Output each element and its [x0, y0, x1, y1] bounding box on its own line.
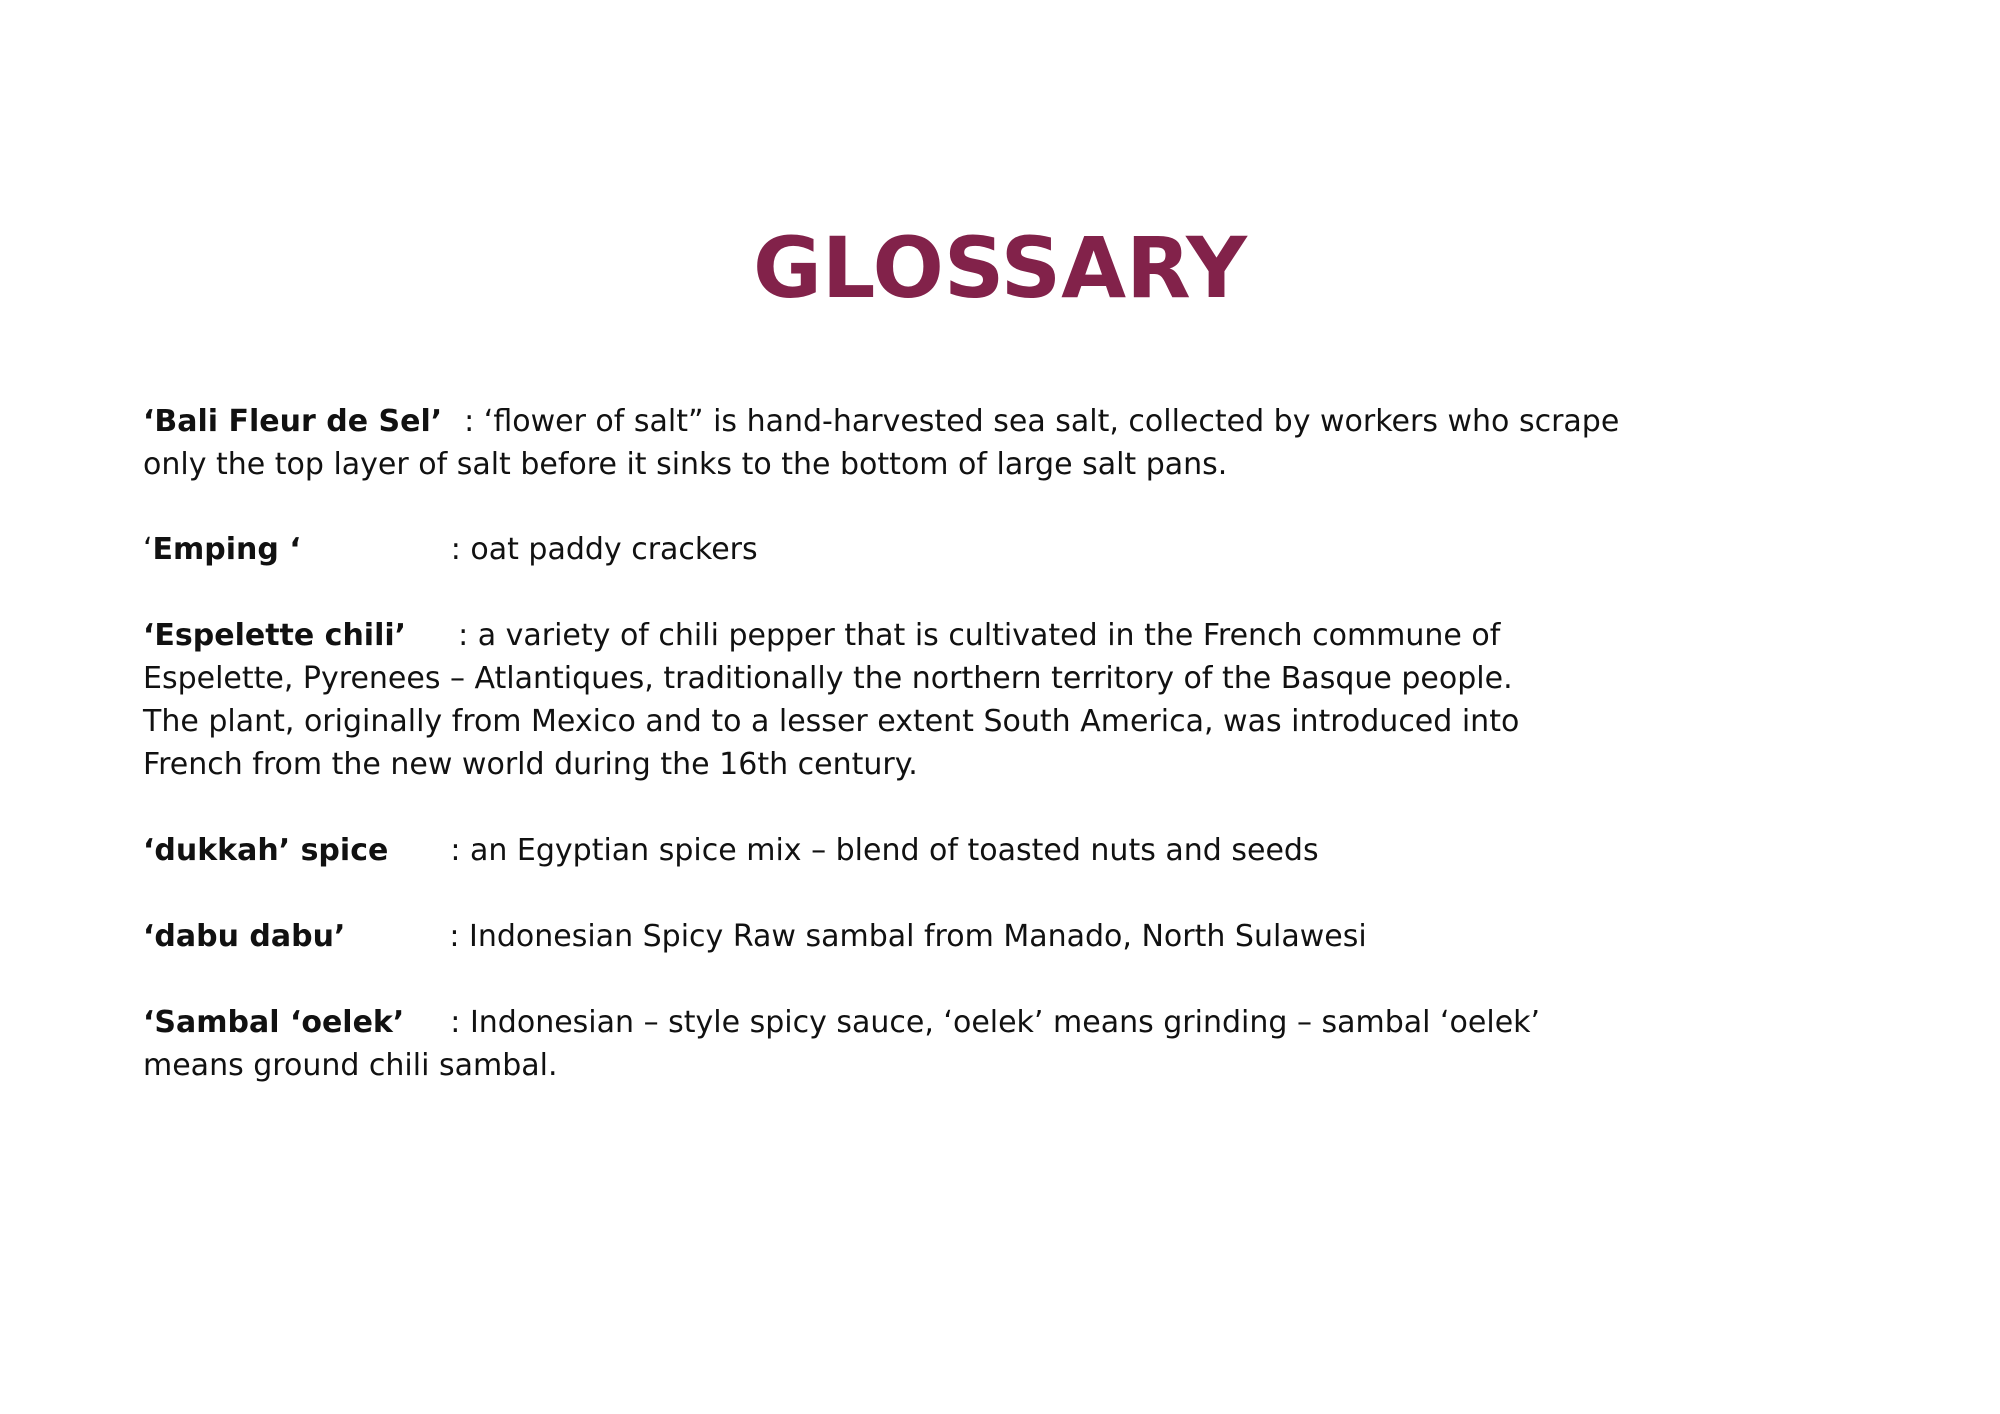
- glossary-entry-dukkah-spice: [143, 829, 1663, 872]
- entry-first-line: [143, 614, 1663, 657]
- entry-term-prefix: ‘: [143, 532, 153, 567]
- page-title: GLOSSARY: [752, 219, 1248, 317]
- entry-first-line: [143, 1001, 1663, 1044]
- entry-definition-continued: The plant, originally from Mexico and to a lesser extent South America, was introduced into: [143, 704, 1520, 739]
- entry-definition: : ‘flower of salt” is hand-harvested sea salt, collected by workers who scrape: [464, 404, 1620, 439]
- glossary-entry-emping: [143, 528, 1663, 571]
- entry-term: Emping ‘: [152, 532, 301, 567]
- glossary-entry-dabu-dabu: [143, 915, 1663, 958]
- entry-first-line: [143, 528, 1663, 571]
- entry-definition-continued: Espelette, Pyrenees – Atlantiques, traditionally the northern territory of the Basque people.: [143, 661, 1513, 696]
- entry-term: ‘Bali Fleur de Sel’: [143, 404, 443, 439]
- glossary-entry-espelette-chili: [143, 614, 1663, 786]
- entry-definition: : Indonesian Spicy Raw sambal from Manado, North Sulawesi: [449, 919, 1367, 954]
- entry-term: ‘Sambal ‘oelek’: [143, 1005, 405, 1040]
- entry-first-line: [143, 915, 1663, 958]
- entry-term: ‘dukkah’ spice: [143, 833, 389, 868]
- entry-first-line: [143, 400, 1663, 443]
- entry-definition: : Indonesian – style spicy sauce, ‘oelek’ means grinding – sambal ‘oelek’: [450, 1005, 1541, 1040]
- entry-definition-continued: French from the new world during the 16th century.: [143, 747, 918, 782]
- entry-definition-continued: only the top layer of salt before it sinks to the bottom of large salt pans.: [143, 447, 1228, 482]
- glossary-entry-bali-fleur-de-sel: [143, 400, 1663, 486]
- entry-definition: : a variety of chili pepper that is cultivated in the French commune of: [458, 618, 1501, 653]
- entry-definition: : oat paddy crackers: [450, 532, 758, 567]
- entry-definition-continued: means ground chili sambal.: [143, 1048, 558, 1083]
- entry-term: ‘dabu dabu’: [143, 919, 346, 954]
- entry-definition: : an Egyptian spice mix – blend of toasted nuts and seeds: [450, 833, 1319, 868]
- entry-term: ‘Espelette chili’: [143, 618, 407, 653]
- glossary-entry-sambal-oelek: [143, 1001, 1663, 1087]
- entry-first-line: [143, 829, 1663, 872]
